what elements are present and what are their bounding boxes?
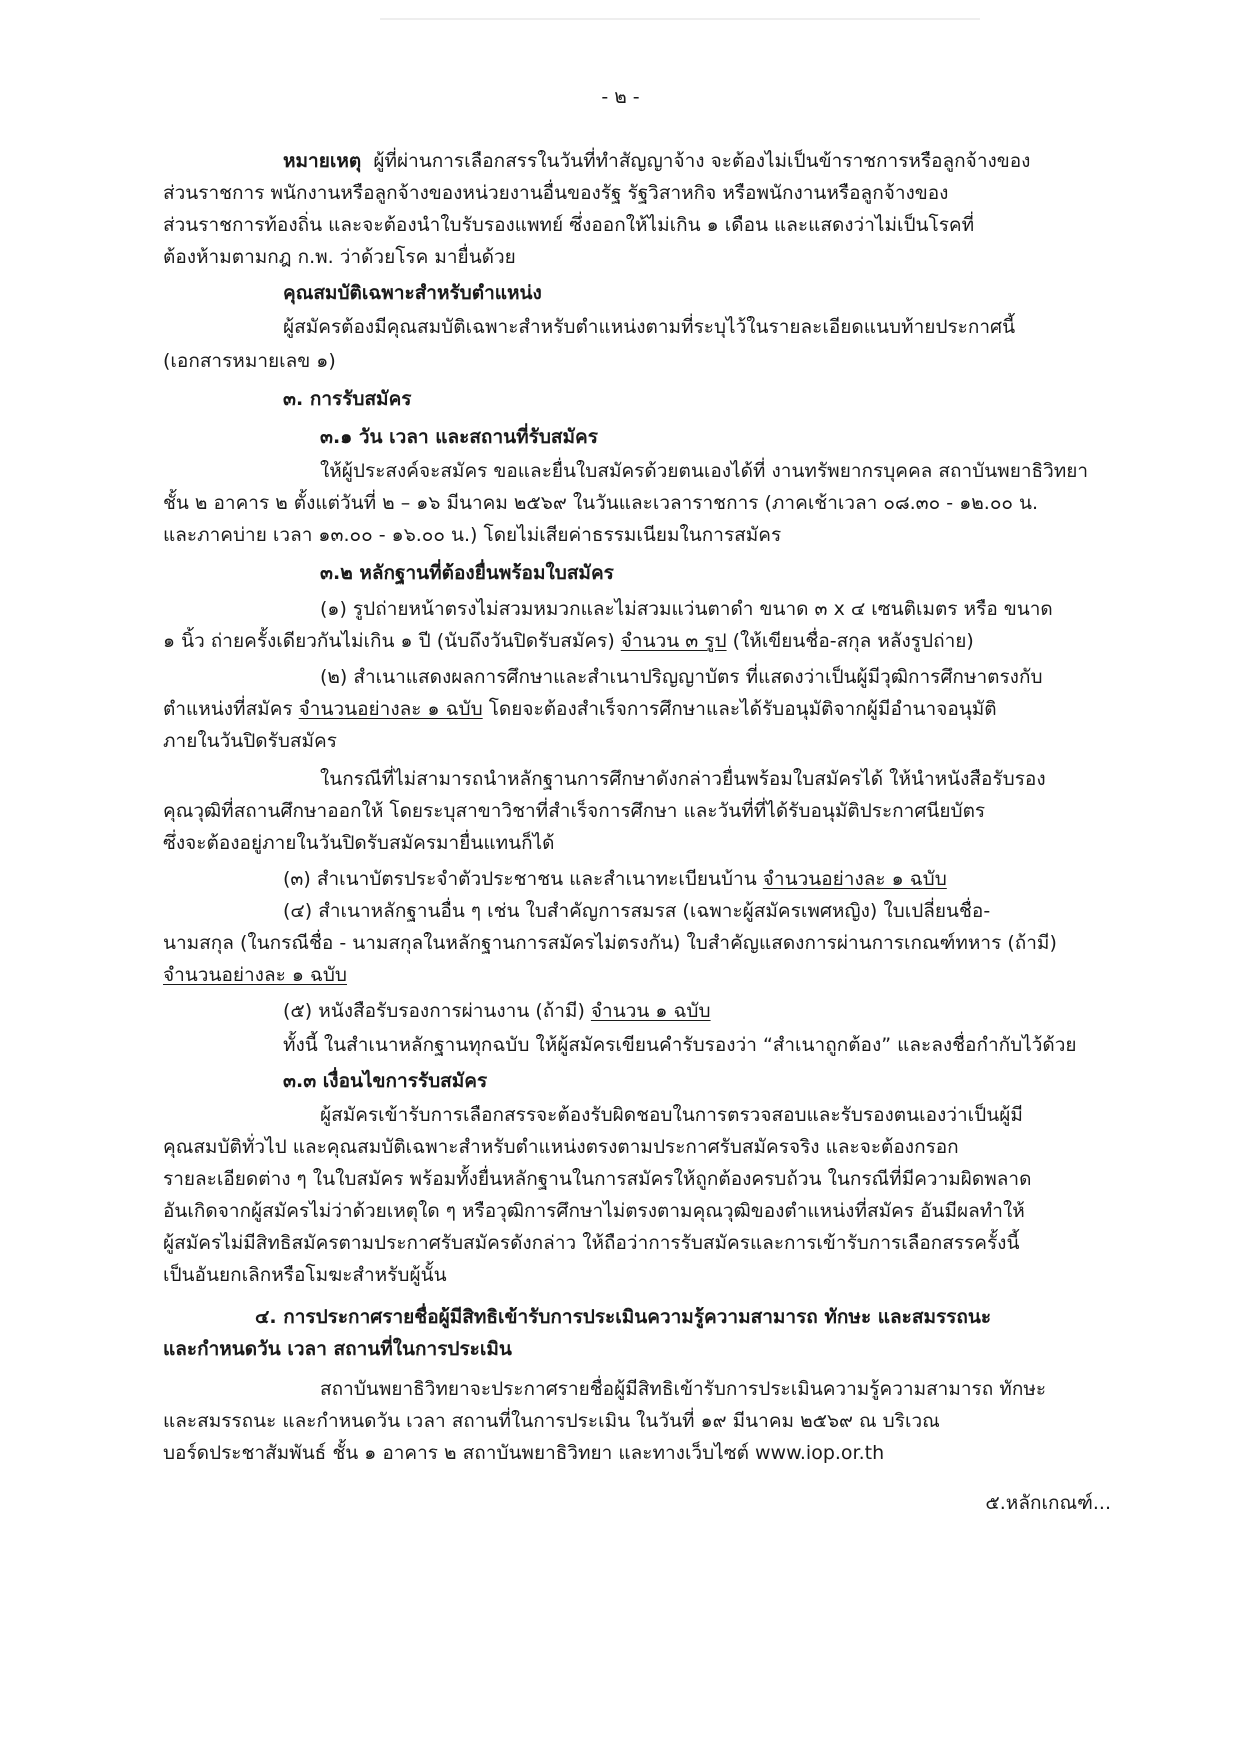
section-4-heading-line-1: ๔. การประกาศรายชื่อผู้มีสิทธิเข้ารับการประเมินความรู้ความสามารถ ทักษะ และสมรรถนะ (255, 1306, 992, 1328)
section-4-heading-line-2: และกำหนดวัน เวลา สถานที่ในการประเมิน (163, 1338, 512, 1360)
section-3-3-line-1: ผู้สมัครเข้ารับการเลือกสรรจะต้องรับผิดชอบในการตรวจสอบและรับรองตนเองว่าเป็นผู้มี (320, 1104, 1023, 1126)
photo-quantity: จำนวน ๓ รูป (620, 630, 727, 652)
note-line-3: ส่วนราชการท้องถิ่น และจะต้องนำใบรับรองแพทย์ ซึ่งออกให้ไม่เกิน ๑ เดือน และแสดงว่าไม่เป็นโรคที่ (163, 214, 975, 236)
certify-note: ทั้งนี้ ในสำเนาหลักฐานทุกฉบับ ให้ผู้สมัครเขียนคำรับรองว่า “สำเนาถูกต้อง” และลงชื่อกำกับไว้ด้วย (283, 1034, 1077, 1056)
item-1-line-2: ๑ นิ้ว ถ่ายครั้งเดียวกันไม่เกิน ๑ ปี (นับถึงวันปิดรับสมัคร) จำนวน ๓ รูป (ให้เขียนชื่อ-สกุล หลังรูปถ่าย) (163, 630, 974, 652)
item-2-line-1: (๒) สำเนาแสดงผลการศึกษาและสำเนาปริญญาบัตร ที่แสดงว่าเป็นผู้มีวุฒิการศึกษาตรงกับ (320, 666, 1043, 688)
section-3-3-line-6: เป็นอันยกเลิกหรือโมฆะสำหรับผู้นั้น (163, 1264, 447, 1286)
note-line-4: ต้องห้ามตามกฎ ก.พ. ว่าด้วยโรค มายื่นด้วย (163, 246, 516, 268)
specific-qualifications-heading: คุณสมบัติเฉพาะสำหรับตำแหน่ง (283, 282, 542, 304)
work-certificate-quantity: จำนวน ๑ ฉบับ (590, 1000, 711, 1022)
specific-qualifications-line-1: ผู้สมัครต้องมีคุณสมบัติเฉพาะสำหรับตำแหน่งตามที่ระบุไว้ในรายละเอียดแนบท้ายประกาศนี้ (283, 316, 1016, 338)
alt-evidence-line-3: ซึ่งจะต้องอยู่ภายในวันปิดรับสมัครมายื่นแทนก็ได้ (163, 832, 555, 854)
section-3-heading: ๓. การรับสมัคร (283, 388, 412, 410)
note-line-2: ส่วนราชการ พนักงานหรือลูกจ้างของหน่วยงานอื่นของรัฐ รัฐวิสาหกิจ หรือพนักงานหรือลูกจ้างของ (163, 182, 949, 204)
section-4-line-2: และสมรรถนะ และกำหนดวัน เวลา สถานที่ในการประเมิน ในวันที่ ๑๙ มีนาคม ๒๕๖๙ ณ บริเวณ (163, 1410, 940, 1432)
item-2-line-3: ภายในวันปิดรับสมัคร (163, 730, 337, 752)
alt-evidence-line-2: คุณวุฒิที่สถานศึกษาออกให้ โดยระบุสาขาวิชาที่สำเร็จการศึกษา และวันที่ที่ได้รับอนุมัติประกาศนียบัตร (163, 800, 986, 822)
alt-evidence-line-1: ในกรณีที่ไม่สามารถนำหลักฐานการศึกษาดังกล่าวยื่นพร้อมใบสมัครได้ ให้นำหนังสือรับรอง (320, 768, 1046, 790)
transcript-quantity: จำนวนอย่างละ ๑ ฉบับ (298, 698, 483, 720)
item-1-line-1: (๑) รูปถ่ายหน้าตรงไม่สวมหมวกและไม่สวมแว่นตาดำ ขนาด ๓ x ๔ เซนติเมตร หรือ ขนาด (320, 598, 1053, 620)
specific-qualifications-line-2: (เอกสารหมายเลข ๑) (163, 350, 336, 372)
section-3-3-heading: ๓.๓ เงื่อนไขการรับสมัคร (283, 1070, 488, 1092)
section-3-3-line-2: คุณสมบัติทั่วไป และคุณสมบัติเฉพาะสำหรับตำแหน่งตรงตามประกาศรับสมัครจริง และจะต้องกรอก (163, 1136, 959, 1158)
item-4-line-2: นามสกุล (ในกรณีชื่อ - นามสกุลในหลักฐานการสมัครไม่ตรงกัน) ใบสำคัญแสดงการผ่านการเกณฑ์ทหาร (ถ้ามี) (163, 932, 1057, 954)
item-5: (๕) หนังสือรับรองการผ่านงาน (ถ้ามี) จำนวน ๑ ฉบับ (283, 1000, 711, 1022)
section-3-3-line-3: รายละเอียดต่าง ๆ ในใบสมัคร พร้อมทั้งยื่นหลักฐานในการสมัครให้ถูกต้องครบถ้วน ในกรณีที่มีความผิดพลาด (163, 1168, 1032, 1190)
section-3-3-line-5: ผู้สมัครไม่มีสิทธิสมัครตามประกาศรับสมัครดังกล่าว ให้ถือว่าการรับสมัครและการเข้ารับการเลือกสรรครั้งนี้ (163, 1232, 1020, 1254)
section-3-2-heading: ๓.๒ หลักฐานที่ต้องยื่นพร้อมใบสมัคร (320, 562, 614, 584)
section-3-1-heading: ๓.๑ วัน เวลา และสถานที่รับสมัคร (320, 426, 598, 448)
item-3: (๓) สำเนาบัตรประจำตัวประชาชน และสำเนาทะเบียนบ้าน จำนวนอย่างละ ๑ ฉบับ (283, 868, 947, 890)
section-3-1-line-1: ให้ผู้ประสงค์จะสมัคร ขอและยื่นใบสมัครด้วยตนเองได้ที่ งานทรัพยากรบุคคล สถาบันพยาธิวิทยา (320, 460, 1089, 482)
item-4-line-3: จำนวนอย่างละ ๑ ฉบับ (163, 964, 347, 986)
section-3-3-line-4: อันเกิดจากผู้สมัครไม่ว่าด้วยเหตุใด ๆ หรือวุฒิการศึกษาไม่ตรงตามคุณวุฒิของตำแหน่งที่สมัคร อันมีผลทำให้ (163, 1200, 1025, 1222)
item-4-line-1: (๔) สำเนาหลักฐานอื่น ๆ เช่น ใบสำคัญการสมรส (เฉพาะผู้สมัครเพศหญิง) ใบเปลี่ยนชื่อ- (283, 900, 991, 922)
section-4-line-1: สถาบันพยาธิวิทยาจะประกาศรายชื่อผู้มีสิทธิเข้ารับการประเมินความรู้ความสามารถ ทักษะ (320, 1378, 1047, 1400)
scan-artifact (380, 18, 980, 20)
page-number: - ๒ - (601, 86, 640, 108)
section-3-1-line-2: ชั้น ๒ อาคาร ๒ ตั้งแต่วันที่ ๒ – ๑๖ มีนาคม ๒๕๖๙ ในวันและเวลาราชการ (ภาคเช้าเวลา ๐๘.๓๐ - ๑๒.๐๐ น. (163, 492, 1039, 514)
item-2-line-2: ตำแหน่งที่สมัคร จำนวนอย่างละ ๑ ฉบับ โดยจะต้องสำเร็จการศึกษาและได้รับอนุมัติจากผู้มีอำนาจอนุมัติ (163, 698, 997, 720)
section-4-line-3: บอร์ดประชาสัมพันธ์ ชั้น ๑ อาคาร ๒ สถาบันพยาธิวิทยา และทางเว็บไซต์ www.iop.or.th (163, 1442, 885, 1464)
continuation-marker: ๕.หลักเกณฑ์... (985, 1492, 1111, 1514)
section-3-1-line-3: และภาคบ่าย เวลา ๑๓.๐๐ - ๑๖.๐๐ น.) โดยไม่เสียค่าธรรมเนียมในการสมัคร (163, 524, 782, 546)
id-card-quantity: จำนวนอย่างละ ๑ ฉบับ (762, 868, 947, 890)
note-label: หมายเหตุ (283, 150, 362, 172)
note-line-1: หมายเหตุ ผู้ที่ผ่านการเลือกสรรในวันที่ทำสัญญาจ้าง จะต้องไม่เป็นข้าราชการหรือลูกจ้างของ (283, 150, 1031, 172)
